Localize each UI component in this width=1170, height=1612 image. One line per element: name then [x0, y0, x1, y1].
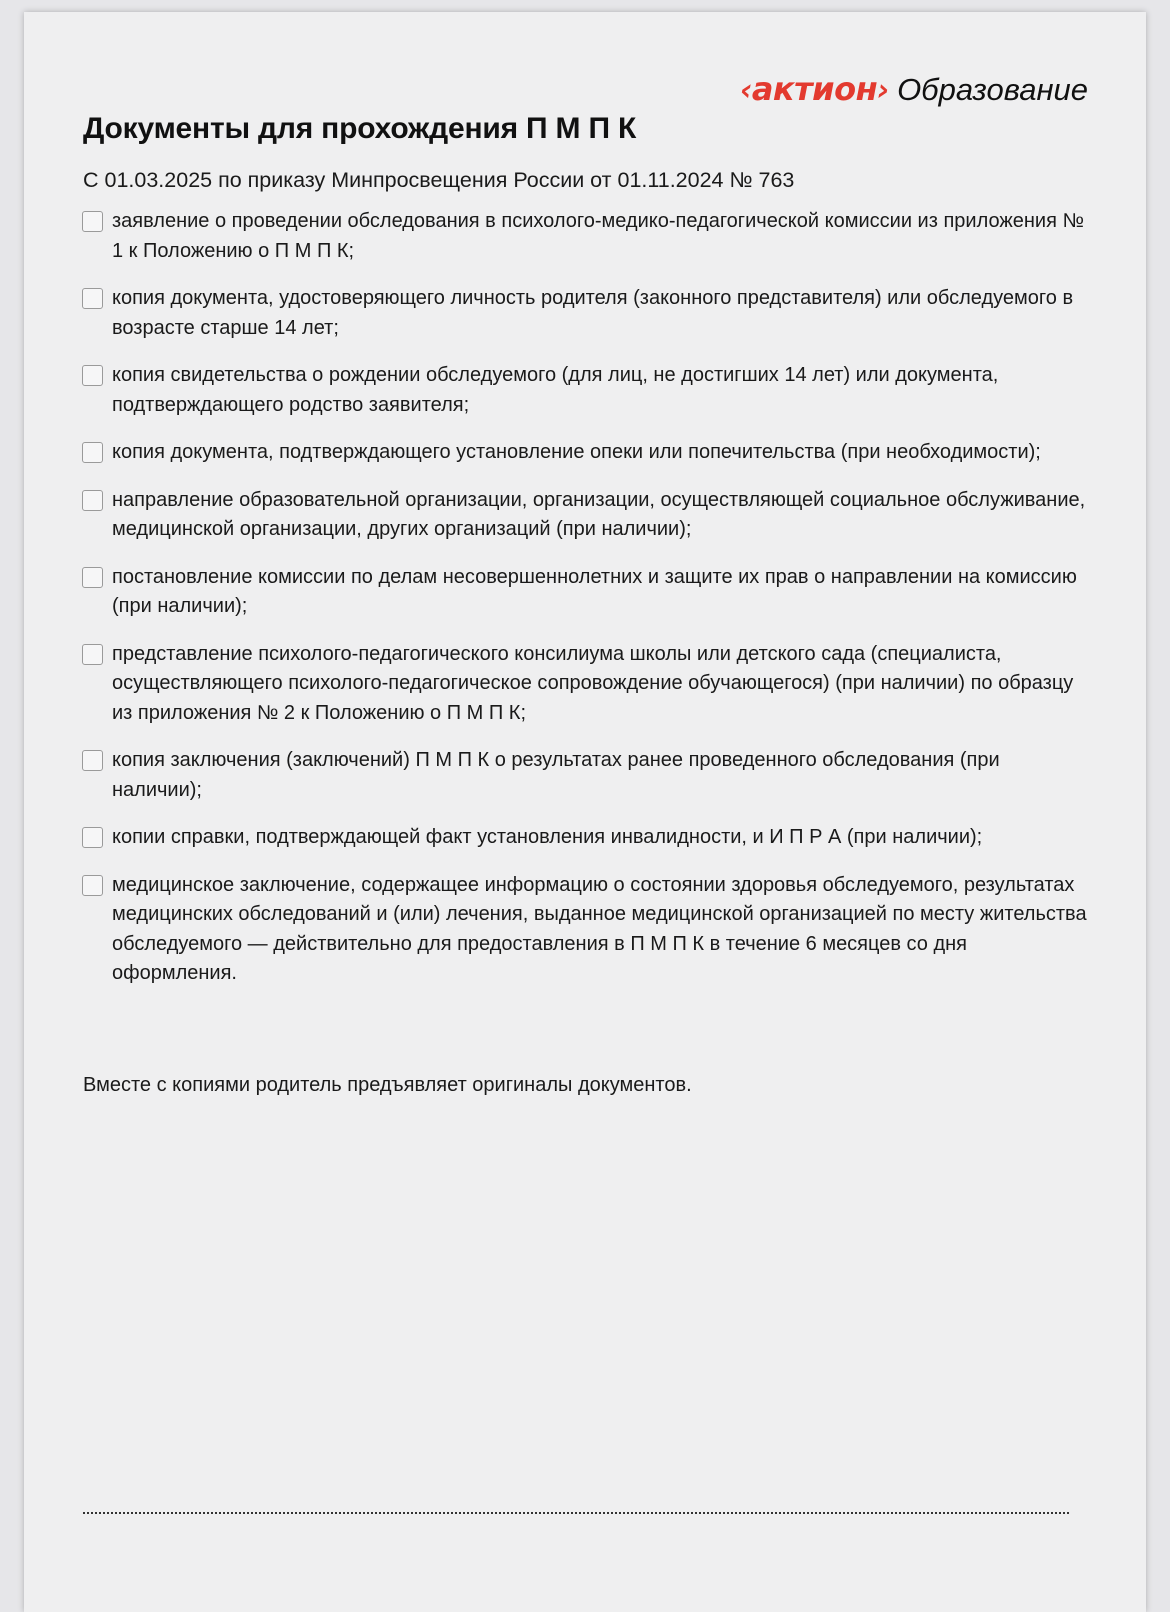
page-title: Документы для прохождения П М П К [83, 112, 637, 145]
checklist-item [82, 364, 1092, 420]
checkbox[interactable] [82, 211, 103, 232]
checklist-item-text: копия заключения (заключений) П М П К о результатах ранее проведенного обследования (при наличии); [112, 749, 1000, 801]
checklist-item-text: направление образовательной организации, организации, осуществляющей социальное обслуживание, медицинской организации, других организаций (при наличии); [112, 488, 1086, 540]
page-subtitle: С 01.03.2025 по приказу Минпросвещения России от 01.11.2024 № 763 [83, 168, 795, 192]
footer-note: Вместе с копиями родитель предъявляет оригиналы документов. [83, 1074, 692, 1096]
checklist-item [82, 210, 1092, 266]
document-checklist [82, 210, 1092, 1010]
checklist-item [82, 566, 1092, 622]
checklist-item [82, 826, 1092, 853]
checklist-item-text: копии справки, подтверждающей факт установления инвалидности, и И П Р А (при наличии); [112, 826, 983, 848]
checkbox[interactable] [82, 442, 103, 463]
checkbox[interactable] [82, 288, 103, 309]
checklist-item-text: представление психолого-педагогического консилиума школы или детского сада (специалиста, осуществляющего психолого-педагогическое сопровождение обучающегося) (при наличии) по образцу из приложения № 2 к Положению о П М П К; [112, 642, 1074, 724]
checkbox[interactable] [82, 567, 103, 588]
checkbox[interactable] [82, 644, 103, 665]
logo-subtitle: Образование [897, 72, 1088, 107]
checklist-item-text: медицинское заключение, содержащее информацию о состоянии здоровья обследуемого, результатах медицинских обследований и (или) лечения, выданное медицинской организацией по месту жительства обследуемого — действительно для предоставления в П М П К в течение 6 месяцев со дня оформления. [112, 873, 1087, 984]
checklist-item-text: копия документа, подтверждающего установление опеки или попечительства (при необходимости); [112, 441, 1041, 463]
checklist-item-text: копия свидетельства о рождении обследуемого (для лиц, не достигших 14 лет) или документа, подтверждающего родство заявителя; [112, 364, 999, 416]
checklist-item-text: копия документа, удостоверяющего личность родителя (законного представителя) или обследуемого в возрасте старше 14 лет; [112, 287, 1074, 339]
document-page [24, 12, 1146, 1612]
checklist-item [82, 441, 1092, 468]
checklist-item [82, 643, 1092, 729]
aktion-logo [740, 70, 1088, 108]
checkbox[interactable] [82, 875, 103, 896]
checklist-item [82, 874, 1092, 989]
checklist-item [82, 489, 1092, 545]
checkbox[interactable] [82, 750, 103, 771]
checkbox[interactable] [82, 365, 103, 386]
checkbox[interactable] [82, 827, 103, 848]
dotted-divider [83, 1512, 1069, 1514]
logo-brand: ‹актион› [739, 70, 890, 108]
checklist-item-text: заявление о проведении обследования в психолого-медико-педагогической комиссии из приложения № 1 к Положению о П М П К; [112, 210, 1084, 262]
checklist-item [82, 287, 1092, 343]
checkbox[interactable] [82, 490, 103, 511]
checklist-item [82, 749, 1092, 805]
checklist-item-text: постановление комиссии по делам несовершеннолетних и защите их прав о направлении на комиссию (при наличии); [112, 565, 1077, 617]
